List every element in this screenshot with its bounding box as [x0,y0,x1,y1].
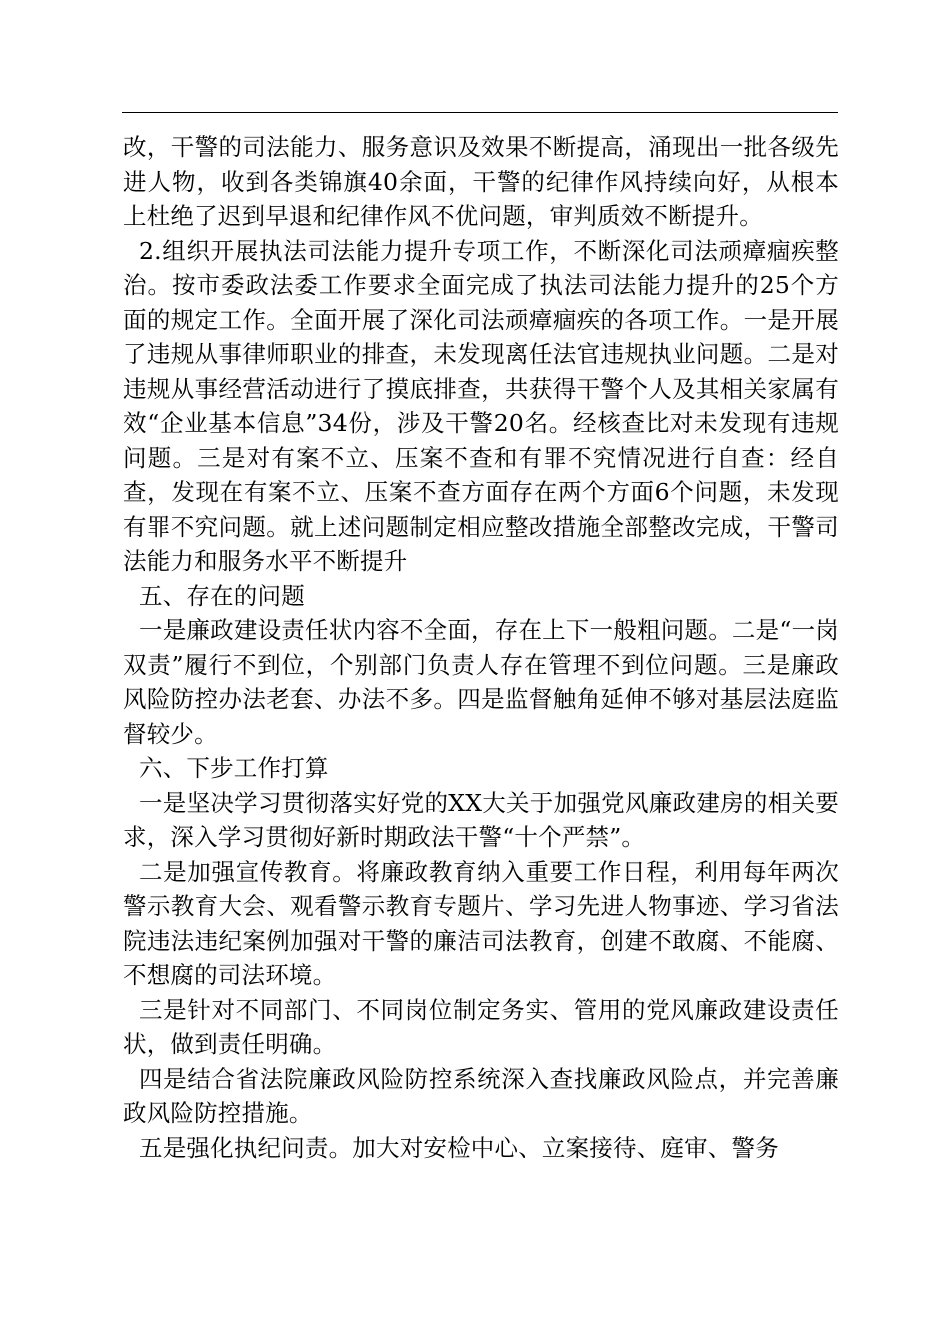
paragraph-continuation: 改，干警的司法能力、服务意识及效果不断提高，涌现出一批各级先进人物，收到各类锦旗40余面，干警的纪律作风持续向好，从根本上杜绝了迟到早退和纪律作风不优问题，审判质效不断提升。 [123,133,839,230]
header-rule [122,112,838,113]
section-heading-next-steps: 六、下步工作打算 [139,754,329,782]
section-heading-problems: 五、存在的问题 [139,581,305,610]
paragraph-problems: 一是廉政建设责任状内容不全面，存在上下一般粗问题。二是“一岗双责”履行不到位，个别部门负责人存在管理不到位问题。三是廉政风险防控办法老套、办法不多。四是监督触角延伸不够对基层法庭监督较少。 [123,616,839,748]
paragraph-plan-4: 四是结合省法院廉政风险防控系统深入查找廉政风险点，并完善廉政风险防控措施。 [123,1064,839,1127]
paragraph-plan-3: 三是针对不同部门、不同岗位制定务实、管用的党风廉政建设责任状，做到责任明确。 [123,995,839,1058]
paragraph-item-2: 2.组织开展执法司法能力提升专项工作，不断深化司法顽瘴痼疾整治。按市委政法委工作要求全面完成了执法司法能力提升的25个方面的规定工作。全面开展了深化司法顽瘴痼疾的各项工作。一是开展了违规从事律师职业的排查，未发现离任法官违规执业问题。二是对违规从事经营活动进行了摸底排查，共获得干警个人及其相关家属有效“企业基本信息”34份，涉及干警20名。经核查比对未发现有违规问题。三是对有案不立、压案不查和有罪不究情况进行自查：经自查，发现在有案不立、压案不查方面存在两个方面6个问题，未发现有罪不究问题。就上述问题制定相应整改措施全部整改完成，干警司法能力和服务水平不断提升 [123,236,839,575]
paragraph-plan-1: 一是坚决学习贯彻落实好党的XX大关于加强党风廉政建房的相关要求，深入学习贯彻好新时期政法干警“十个严禁”。 [123,788,839,851]
document-body [123,130,839,1165]
paragraph-plan-5: 五是强化执纪问责。加大对安检中心、立案接待、庭审、警务 [139,1133,779,1162]
paragraph-plan-2: 二是加强宣传教育。将廉政教育纳入重要工作日程，利用每年两次警示教育大会、观看警示教育专题片、学习先进人物事迹、学习省法院违法违纪案例加强对干警的廉洁司法教育，创建不敢腐、不能腐、不想腐的司法环境。 [123,857,839,989]
